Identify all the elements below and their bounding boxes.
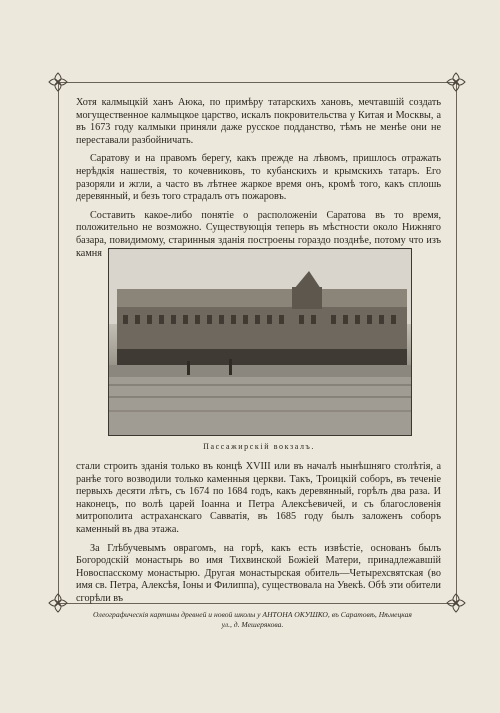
footer-line-2: ул., д. Мешерякова. bbox=[221, 620, 284, 630]
station-photograph bbox=[108, 248, 412, 436]
upper-text-block bbox=[76, 97, 441, 266]
footer-line-1: Олеографическія картины древней и новой школы у АНТОНА ОКУШКО, въ Саратовѣ, Нѣмецкая bbox=[93, 610, 412, 619]
paragraph-1: Хотя калмыцкій ханъ Аюка, по примѣру татарскихъ хановъ, мечтавшій создать могущественное калмыцкое царство, искалъ покровительства у Китая и Москвы, а въ 1673 году калмыки приняли даже русское подданство, тѣмъ не менѣе они не переставали разбойничать. bbox=[76, 97, 441, 146]
paragraph-2: Саратову и на правомъ берегу, какъ прежде на лѣвомъ, пришлось отражать нерѣдкія нашествія, то кочевниковъ, то кубанскихъ и крымскихъ татаръ. Его разоряли и жгли, а часто въ лѣтнее жаркое время онъ, кромѣ того, какъ сплошь деревянный, и безъ того страдалъ отъ пожаровъ. bbox=[76, 153, 441, 203]
frame-left-border bbox=[58, 82, 59, 603]
paragraph-5: За Глѣбучевымъ оврагомъ, на горѣ, какъ есть извѣстіе, основанъ былъ Богородскій монастырь во имя Тихвинской Божіей Матери, принадлежавшій Новоспасскому монастырю. Другая монастырская обитель—Четырехсвятская (во имя св. Петра, Алексѣя, Іоны и Филиппа), существовала на Увекѣ. Обѣ эти обители сгорѣли въ bbox=[76, 542, 441, 604]
corner-ornament-top-left-icon bbox=[47, 71, 69, 93]
footer-advertisement bbox=[70, 610, 435, 631]
frame-right-border bbox=[456, 82, 457, 603]
frame-top-border bbox=[58, 82, 456, 83]
lower-text-block bbox=[76, 461, 441, 612]
paragraph-3: Составить какое-либо понятіе о расположеніи Саратова въ то время, положительно не возможно. Существующія теперь въ мѣстности около Нижняго базара, повидимому, старинныя зданія построены гораздо позднѣе, потому что изъ камня bbox=[76, 209, 441, 259]
corner-ornament-bottom-right-icon bbox=[445, 592, 467, 614]
photo-caption: Пассажирскій вокзалъ. bbox=[203, 442, 315, 451]
paragraph-4: стали строить зданія только въ концѣ XVIII или въ началѣ нынѣшняго столѣтія, а ранѣе того возводили только каменныя церкви. Такъ, Троицкій соборъ, въ теченіе первыхъ десяти лѣтъ, съ 1674 по 1684 годъ, какъ деревянный, горѣлъ два раза. И наконецъ, по волѣ царей Іоанна и Петра Алексѣевичей, и съ благословенія митрополита астраханскаго Савватія, въ 1685 году былъ заложенъ соборъ каменный въ два этажа. bbox=[76, 461, 441, 535]
corner-ornament-bottom-left-icon bbox=[47, 592, 69, 614]
corner-ornament-top-right-icon bbox=[445, 71, 467, 93]
